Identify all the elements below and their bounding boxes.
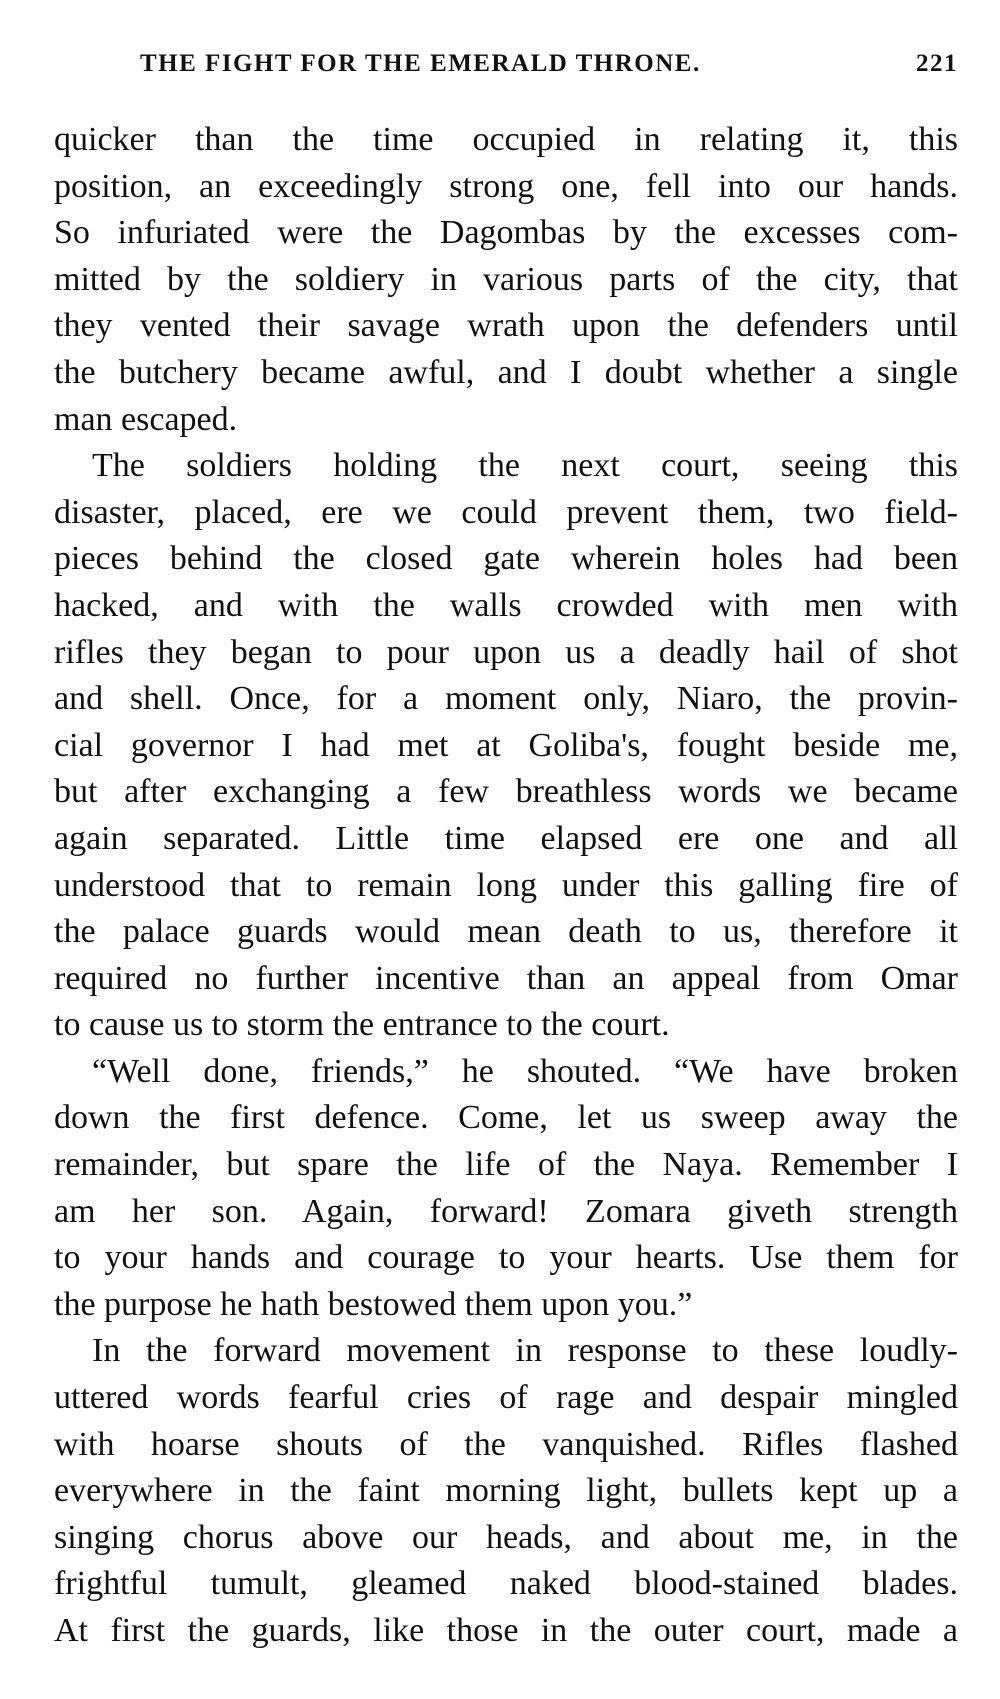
- text-line: man escaped.: [54, 400, 238, 438]
- paragraph: [54, 443, 958, 1049]
- paragraph: [54, 1049, 958, 1329]
- text-line: and shell. Once, for a moment only, Niaro, the provin-: [54, 680, 958, 718]
- text-line: mitted by the soldiery in various parts of the city, that: [54, 260, 958, 298]
- text-line: position, an exceedingly strong one, fell into our hands.: [54, 167, 958, 205]
- text-line: to cause us to storm the entrance to the court.: [54, 1006, 670, 1044]
- text-line: understood that to remain long under this galling fire of: [54, 866, 958, 904]
- text-line: “Well done, friends,” he shouted. “We have broken: [92, 1052, 958, 1090]
- text-line: everywhere in the faint morning light, bullets kept up a: [54, 1472, 958, 1510]
- text-line: am her son. Again, forward! Zomara giveth strength: [54, 1192, 958, 1230]
- text-line: with hoarse shouts of the vanquished. Rifles flashed: [54, 1425, 958, 1463]
- text-line: quicker than the time occupied in relating it, this: [54, 121, 958, 158]
- text-line: rifles they began to pour upon us a deadly hail of shot: [54, 633, 958, 671]
- text-line: they vented their savage wrath upon the defenders until: [54, 307, 958, 345]
- text-line: remainder, but spare the life of the Naya. Remember I: [54, 1146, 958, 1184]
- text-line: frightful tumult, gleamed naked blood-stained blades.: [54, 1565, 958, 1603]
- text-line: uttered words fearful cries of rage and despair mingled: [54, 1379, 958, 1417]
- text-line: the butchery became awful, and I doubt whether a single: [54, 353, 958, 391]
- text-line: cial governor I had met at Goliba's, fought beside me,: [54, 726, 958, 764]
- text-line: required no further incentive than an appeal from Omar: [54, 959, 958, 997]
- text-line: singing chorus above our heads, and about me, in the: [54, 1518, 958, 1556]
- text-line: So infuriated were the Dagombas by the excesses com-: [54, 214, 958, 252]
- paragraph: [54, 1328, 958, 1654]
- text-line: but after exchanging a few breathless words we became: [54, 773, 958, 811]
- text-line: The soldiers holding the next court, seeing this: [92, 447, 958, 485]
- body-text: [54, 117, 958, 1655]
- chapter-title: THE FIGHT FOR THE EMERALD THRONE.: [140, 50, 701, 77]
- text-line: hacked, and with the walls crowded with men with: [54, 586, 958, 624]
- text-line: In the forward movement in response to these loudly-: [92, 1332, 958, 1370]
- text-line: again separated. Little time elapsed ere one and all: [54, 819, 958, 857]
- text-line: down the first defence. Come, let us sweep away the: [54, 1099, 958, 1137]
- text-line: At first the guards, like those in the outer court, made a: [54, 1612, 958, 1649]
- text-line: the palace guards would mean death to us, therefore it: [54, 913, 958, 951]
- text-line: pieces behind the closed gate wherein holes had been: [54, 540, 958, 578]
- text-line: to your hands and courage to your hearts. Use them for: [54, 1239, 958, 1277]
- page-number: 221: [916, 50, 958, 77]
- text-line: the purpose he hath bestowed them upon you.”: [54, 1285, 693, 1323]
- paragraph: [54, 117, 958, 443]
- text-line: disaster, placed, ere we could prevent them, two field-: [54, 493, 958, 531]
- running-head: [140, 50, 958, 90]
